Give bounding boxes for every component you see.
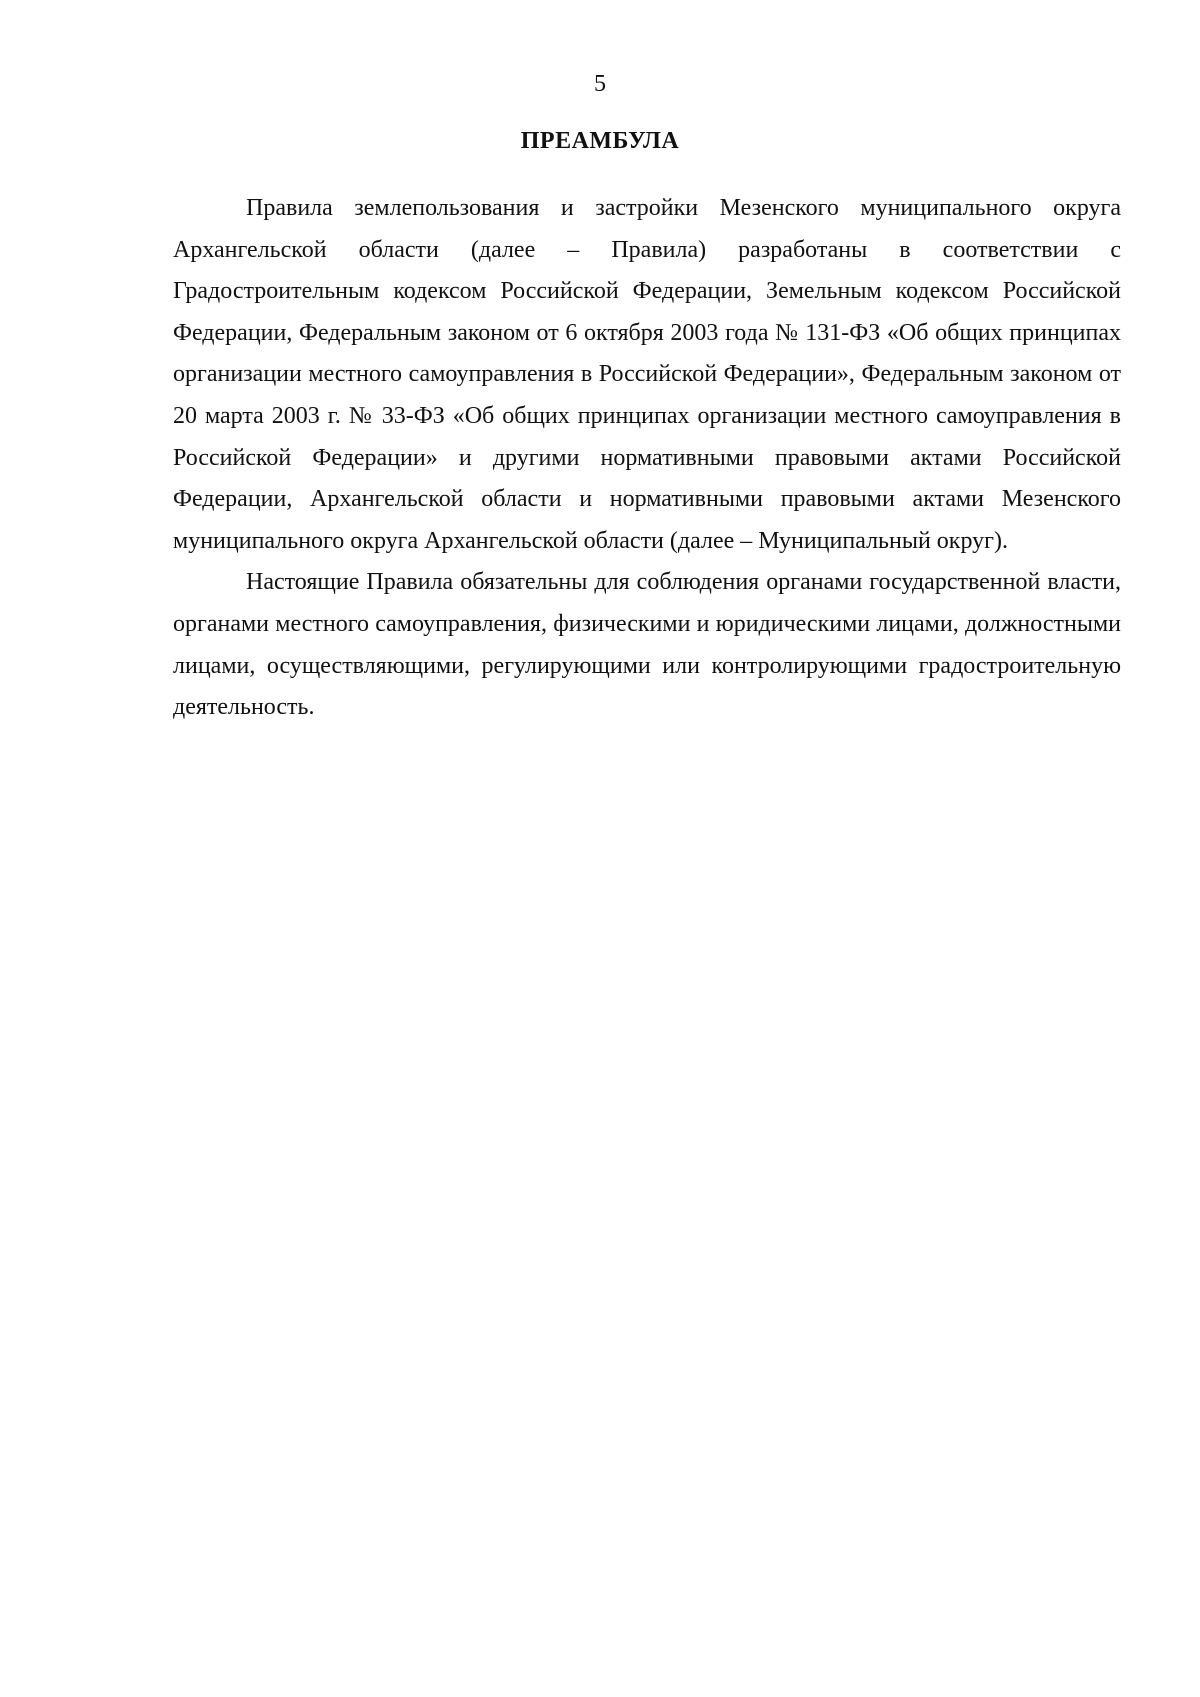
paragraph-preamble-2: Настоящие Правила обязательны для соблюдения органами государственной власти, органами местного самоуправления, физическими и юридическими лицами, должностными лицами, осуществляющими, регулирующими или контролирующими градостроительную деятельность. [173, 569, 1121, 721]
document-body [173, 188, 1121, 729]
paragraph-preamble-1: Правила землепользования и застройки Мезенского муниципального округа Архангельской области (далее – Правила) разработаны в соответствии с Градостроительным кодексом Российской Федерации, Земельным кодексом Российской Федерации, Федеральным законом от 6 октября 2003 года № 131-ФЗ «Об общих принципах организации местного самоуправления в Российской Федерации», Федеральным законом от 20 марта 2003 г. № 33-ФЗ «Об общих принципах организации местного самоуправления в Российской Федерации» и другими нормативными правовыми актами Российской Федерации, Архангельской области и нормативными правовыми актами Мезенского муниципального округа Архангельской области (далее – Муниципальный округ). [173, 195, 1121, 554]
page-number: 5 [594, 71, 606, 97]
page-title: ПРЕАМБУЛА [520, 128, 680, 154]
